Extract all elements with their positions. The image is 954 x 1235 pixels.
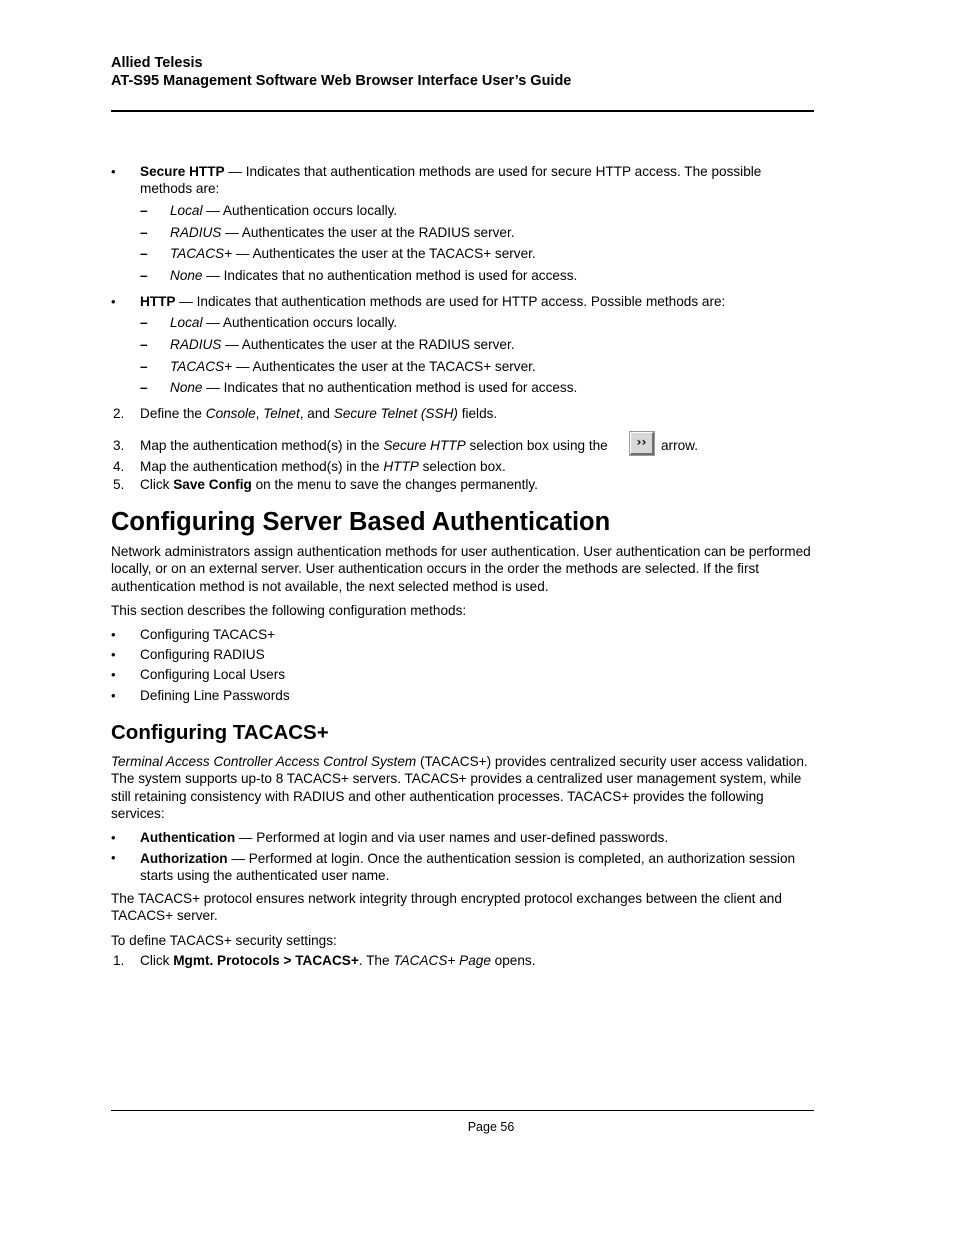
method-item: TACACS+ — Authenticates the user at the TACACS+ server.: [170, 246, 536, 261]
server-auth-lead: This section describes the following configuration methods:: [111, 603, 467, 618]
tacacs-intro: Terminal Access Controller Access Control System (TACACS+) provides centralized security user access validation. The system supports up-to 8 TACACS+ servers. TACACS+ provides a centralized user management system, while still retaining consistency with RADIUS and other authentication processes. TACACS+ provides the following services:: [111, 754, 808, 821]
dash-mark: –: [140, 268, 148, 283]
tacacs-define-lead: To define TACACS+ security settings:: [111, 933, 337, 948]
add-arrow-button[interactable]: ››: [630, 432, 654, 455]
bullet-mark: •: [111, 688, 116, 703]
server-auth-intro: Network administrators assign authentication methods for user authentication. User authentication can be performed locally, or on an external server. User authentication occurs in the order the methods are selected. If the first authentication method is not available, the next selected method is used.: [111, 544, 811, 594]
dash-mark: –: [140, 359, 148, 374]
method-item: Local — Authentication occurs locally.: [170, 203, 398, 218]
dash-mark: –: [140, 315, 148, 330]
section-heading-tacacs: Configuring TACACS+: [111, 721, 329, 744]
list-item: Defining Line Passwords: [140, 688, 290, 703]
term-http: HTTP: [140, 294, 176, 309]
dash-mark: –: [140, 246, 148, 261]
method-item: RADIUS — Authenticates the user at the RADIUS server.: [170, 337, 515, 352]
step-item: Define the Console, Telnet, and Secure Telnet (SSH) fields.: [140, 406, 498, 421]
method-item: Local — Authentication occurs locally.: [170, 315, 398, 330]
dash-mark: –: [140, 225, 148, 240]
bullet-mark: •: [111, 667, 116, 682]
dash-mark: –: [140, 380, 148, 395]
step-item: Click Mgmt. Protocols > TACACS+. The TACACS+ Page opens.: [140, 953, 536, 968]
page-number: Page 56: [467, 1120, 515, 1134]
dash-mark: –: [140, 203, 148, 218]
bullet-mark: •: [111, 164, 116, 179]
tacacs-protocol-note: The TACACS+ protocol ensures network integrity through encrypted protocol exchanges between the client and TACACS+ server.: [111, 891, 782, 924]
list-item: Authorization — Performed at login. Once the authentication session is completed, an authorization session starts using the authenticated user name.: [140, 851, 796, 884]
header-title: AT-S95 Management Software Web Browser Interface User’s Guide: [111, 73, 572, 89]
method-item: TACACS+ — Authenticates the user at the TACACS+ server.: [170, 359, 536, 374]
bullet-mark: •: [111, 294, 116, 309]
bullet-mark: •: [111, 647, 116, 662]
step-item: Map the authentication method(s) in the HTTP selection box.: [140, 459, 506, 474]
bullet-mark: •: [111, 830, 116, 845]
method-item: None — Indicates that no authentication method is used for access.: [170, 380, 578, 395]
header-company: Allied Telesis: [111, 55, 203, 71]
list-item: Configuring TACACS+: [140, 627, 276, 642]
bullet-mark: •: [111, 627, 116, 642]
list-item: Configuring RADIUS: [140, 647, 265, 662]
list-item: Authentication — Performed at login and via user names and user-defined passwords.: [140, 830, 669, 845]
footer-rule: [111, 1110, 814, 1111]
list-item: Configuring Local Users: [140, 667, 286, 682]
dash-mark: –: [140, 337, 148, 352]
page-title: Configuring Server Based Authentication: [111, 508, 611, 536]
bullet-mark: •: [111, 850, 116, 865]
step-item: Click Save Config on the menu to save the changes permanently.: [140, 477, 538, 492]
step-item: Map the authentication method(s) in the Secure HTTP selection box using the: [140, 438, 608, 453]
method-item: None — Indicates that no authentication method is used for access.: [170, 268, 578, 283]
term-secure-http: Secure HTTP: [140, 164, 225, 179]
header-rule: [111, 110, 814, 112]
method-item: RADIUS — Authenticates the user at the RADIUS server.: [170, 225, 515, 240]
